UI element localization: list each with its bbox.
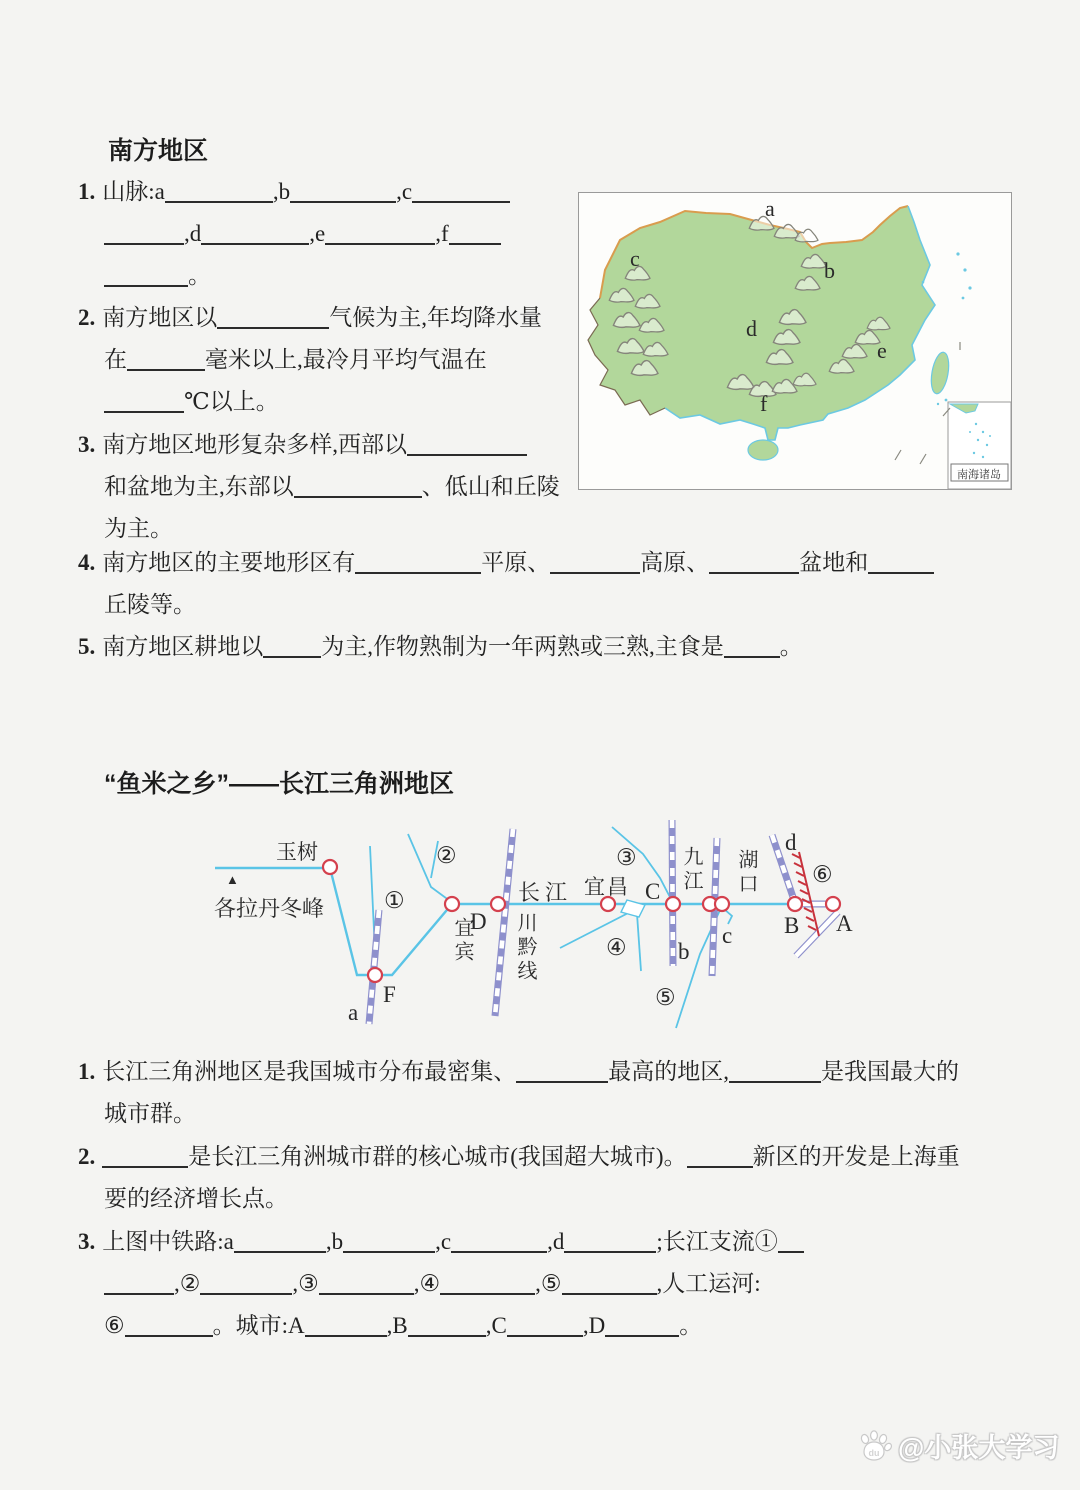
fill-blank — [729, 1058, 821, 1083]
question-text: ,e — [309, 221, 326, 246]
question-line — [78, 1305, 1028, 1347]
fill-blank — [319, 1270, 414, 1295]
question-line — [78, 1221, 1028, 1263]
fill-blank — [290, 178, 396, 203]
s2-question-1 — [78, 1051, 1028, 1135]
fill-blank — [200, 1270, 292, 1295]
question-text: 。 — [779, 634, 803, 659]
question-number: 3. — [78, 1229, 96, 1254]
s2-question-3 — [78, 1221, 1028, 1347]
map-inset-label: 南海诸岛 — [957, 469, 1001, 481]
city-letter-D: D — [470, 909, 487, 934]
fill-blank — [868, 549, 934, 574]
fill-blank — [305, 1312, 387, 1337]
railway-letter-d: d — [785, 830, 797, 855]
question-text: 气候为主,年均降水量 — [329, 305, 542, 330]
question-text: ,D — [582, 1313, 606, 1338]
map-label-a: a — [765, 196, 775, 221]
question-text: ,② — [174, 1271, 201, 1296]
fill-blank — [104, 220, 184, 245]
city-label-yushu: 玉树 — [276, 840, 318, 864]
question-text: ,d — [547, 1229, 565, 1254]
question-text: ,d — [184, 221, 202, 246]
question-text: ;长江支流① — [656, 1229, 778, 1254]
fill-blank — [516, 1058, 608, 1083]
question-number: 2. — [78, 1144, 96, 1169]
fill-blank — [294, 473, 422, 498]
section1-title: 南方地区 — [108, 137, 209, 165]
question-line — [78, 1136, 1028, 1178]
fill-blank — [507, 1312, 583, 1337]
city-label-yichang: 宜昌 — [584, 875, 630, 899]
question-text: 是我国最大的 — [821, 1059, 959, 1084]
question-text: ,人工运河: — [656, 1271, 761, 1296]
railway-label-chuanqian: 川黔线 — [514, 912, 536, 984]
question-text: 南方地区耕地以 — [102, 634, 264, 659]
railway-letter-b: b — [678, 939, 690, 964]
question-text: 长江三角洲地区是我国城市分布最密集、 — [102, 1059, 517, 1084]
fill-blank — [407, 431, 527, 456]
question-text: 毫米以上,最冷月平均气温在 — [205, 347, 487, 372]
question-text: ,⑤ — [535, 1271, 562, 1296]
baidu-paw-icon — [858, 1430, 894, 1462]
watermark — [858, 1426, 1059, 1465]
fill-blank — [263, 633, 321, 658]
question-text: 城市群。 — [104, 1101, 196, 1126]
question-text: 。 — [679, 1313, 703, 1338]
canal-label-6: ⑥ — [812, 862, 833, 887]
peak-triangle-icon: ▲ — [226, 872, 239, 887]
question-text: ,f — [435, 221, 449, 246]
fill-blank — [564, 1228, 656, 1253]
question-text: 山脉:a — [102, 179, 165, 204]
map-label-e: e — [877, 338, 887, 363]
question-text: 丘陵等。 — [104, 592, 196, 617]
question-line — [78, 1178, 1028, 1220]
fill-blank — [687, 1143, 753, 1168]
tributary-label-3: ③ — [616, 845, 637, 870]
section2-title: “鱼米之乡”——长江三角洲地区 — [104, 770, 455, 798]
question-text: 在 — [104, 347, 127, 372]
fill-blank — [440, 1270, 535, 1295]
south-china-map — [578, 192, 1012, 490]
map-label-d: d — [746, 316, 757, 341]
city-letter-A: A — [836, 911, 853, 936]
fill-blank — [355, 549, 481, 574]
question-line — [78, 584, 1028, 626]
question-text: 高原、 — [640, 550, 710, 575]
question-text: 和盆地为主,东部以 — [104, 474, 294, 499]
fill-blank — [104, 388, 184, 413]
map-label-b: b — [824, 258, 835, 283]
city-letter-B: B — [784, 913, 800, 938]
question-text: 上图中铁路:a — [102, 1229, 234, 1254]
question-text: ⑥ — [104, 1313, 125, 1338]
baidu-paw-du-text: du — [868, 1447, 880, 1458]
city-letter-C: C — [645, 879, 661, 904]
question-line — [78, 1051, 1028, 1093]
city-label-yibin: 宜宾 — [451, 917, 473, 965]
river-label-changjiang: 长江 — [518, 880, 573, 905]
fill-blank — [449, 220, 501, 245]
fill-blank — [104, 1270, 174, 1295]
question-line — [78, 626, 1028, 668]
question-number: 5. — [78, 634, 96, 659]
question-line — [78, 1263, 1028, 1305]
map-label-c: c — [630, 246, 640, 271]
fill-blank — [127, 346, 205, 371]
question-text: 盆地和 — [799, 550, 869, 575]
question-text: ,B — [386, 1313, 408, 1338]
fill-blank — [709, 549, 799, 574]
question-text: 为主,作物熟制为一年两熟或三熟,主食是 — [321, 634, 724, 659]
railway-letter-a: a — [348, 1000, 359, 1025]
question-number: 4. — [78, 550, 96, 575]
fill-blank — [778, 1228, 804, 1253]
question-text: 南方地区以 — [102, 305, 218, 330]
fill-blank — [724, 633, 780, 658]
fill-blank — [408, 1312, 486, 1337]
question-line — [78, 1093, 1028, 1135]
tributary-label-4: ④ — [606, 935, 627, 960]
fill-blank — [217, 304, 329, 329]
question-text: ,b — [272, 179, 291, 204]
fill-blank — [562, 1270, 657, 1295]
question-text: ,b — [325, 1229, 344, 1254]
tributary-label-1: ① — [384, 888, 405, 913]
fill-blank — [343, 1228, 435, 1253]
question-text: 新区的开发是上海重 — [752, 1144, 960, 1169]
railway-letter-c: c — [722, 923, 733, 948]
question-text: 。城市:A — [212, 1313, 305, 1338]
fill-blank — [550, 549, 640, 574]
question-number: 1. — [78, 1059, 96, 1084]
question-text: 。 — [188, 263, 211, 288]
question-text: 要的经济增长点。 — [104, 1186, 288, 1211]
question-text: ,C — [485, 1313, 507, 1338]
question-text: 最高的地区, — [608, 1059, 729, 1084]
question-text: 、低山和丘陵 — [421, 474, 560, 499]
fill-blank — [234, 1228, 326, 1253]
question-number: 1. — [78, 179, 96, 204]
tributary-label-5: ⑤ — [655, 985, 676, 1010]
south-china-map-svg — [578, 192, 1012, 490]
city-letter-F: F — [383, 982, 396, 1007]
question-text: ,c — [435, 1229, 452, 1254]
question-4 — [78, 542, 1028, 626]
peak-label-geladandong: 各拉丹冬峰 — [214, 896, 325, 921]
map-label-f: f — [760, 391, 768, 416]
fill-blank — [201, 220, 309, 245]
fill-blank — [325, 220, 435, 245]
fill-blank — [451, 1228, 547, 1253]
map-hainan-island — [748, 440, 778, 460]
fill-blank — [125, 1312, 213, 1337]
fill-blank — [605, 1312, 679, 1337]
question-number: 3. — [78, 432, 96, 457]
question-text: 是长江三角洲城市群的核心城市(我国超大城市)。 — [188, 1144, 687, 1169]
question-text: 平原、 — [481, 550, 551, 575]
question-line — [78, 542, 1028, 584]
question-text: 为主。 — [104, 516, 173, 541]
s2-question-2 — [78, 1136, 1028, 1220]
question-text: 南方地区地形复杂多样,西部以 — [102, 432, 407, 457]
question-text: ,c — [396, 179, 413, 204]
fill-blank — [104, 262, 188, 287]
fill-blank — [165, 178, 273, 203]
tributary-label-2: ② — [436, 843, 457, 868]
city-label-jiujiang: 九江 — [680, 846, 702, 894]
watermark-handle: @小张大学习 — [898, 1433, 1060, 1463]
question-text: ,④ — [413, 1271, 441, 1296]
question-5 — [78, 626, 1028, 668]
city-label-hukou: 湖口 — [735, 849, 757, 897]
fill-blank — [102, 1143, 188, 1168]
question-text: ,③ — [292, 1271, 319, 1296]
fill-blank — [412, 178, 510, 203]
question-number: 2. — [78, 305, 96, 330]
question-text: 南方地区的主要地形区有 — [102, 550, 356, 575]
question-text: ℃以上。 — [184, 389, 279, 414]
